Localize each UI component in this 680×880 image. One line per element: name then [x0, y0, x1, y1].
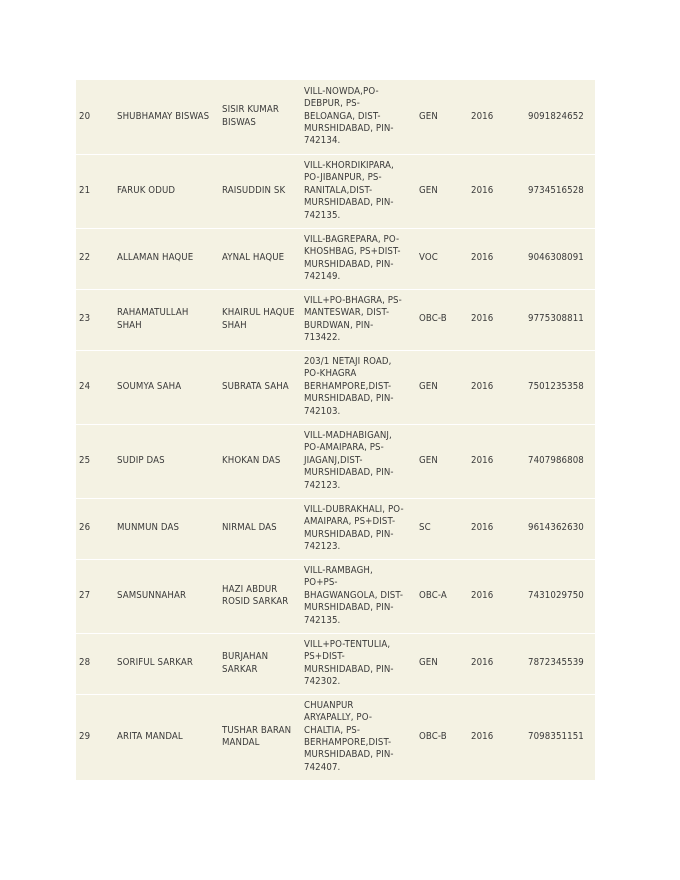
address-line: 742134.: [304, 135, 341, 147]
phone-number-cell: 7872345539: [525, 633, 595, 694]
address-line: BERHAMPORE,DIST-: [304, 380, 392, 392]
year-cell: 2016: [468, 350, 525, 424]
year-cell: 2016: [468, 498, 525, 559]
year-cell: 2016: [468, 694, 525, 780]
address-line: MURSHIDABAD, PIN-: [304, 393, 394, 405]
serial-number-cell: 27: [76, 559, 114, 633]
father-name-cell: NIRMAL DAS: [219, 498, 301, 559]
address-line: BHAGWANGOLA, DIST-: [304, 589, 404, 601]
year-cell: 2016: [468, 228, 525, 289]
address-cell: [301, 633, 416, 694]
serial-number-cell: 28: [76, 633, 114, 694]
address-line: 742407.: [304, 761, 341, 773]
address-line: BELOANGA, DIST-: [304, 110, 381, 122]
address-line: VILL+PO-TENTULIA,: [304, 638, 391, 650]
student-name-cell: MUNMUN DAS: [114, 498, 219, 559]
category-cell: OBC-B: [416, 289, 468, 350]
address-line: CHUANPUR: [304, 699, 354, 711]
category-cell: GEN: [416, 350, 468, 424]
address-cell: [301, 498, 416, 559]
table-row: [76, 228, 595, 289]
address-line: VILL-DUBRAKHALI, PO-: [304, 503, 404, 515]
serial-number-cell: 29: [76, 694, 114, 780]
father-name-cell: SISIR KUMAR BISWAS: [219, 80, 301, 154]
father-name-cell: RAISUDDIN SK: [219, 154, 301, 228]
address-line: PS+DIST-: [304, 651, 345, 663]
address-line: RANITALA,DIST-: [304, 184, 373, 196]
address-line: 203/1 NETAJI ROAD,: [304, 355, 392, 367]
address-line: 742149.: [304, 270, 341, 282]
address-line: 742103.: [304, 405, 341, 417]
student-name-cell: SHUBHAMAY BISWAS: [114, 80, 219, 154]
address-cell: [301, 228, 416, 289]
address-line: PO-AMAIPARA, PS-: [304, 442, 384, 454]
table-row: [76, 154, 595, 228]
table-row: [76, 633, 595, 694]
father-name-cell: KHOKAN DAS: [219, 424, 301, 498]
address-line: VILL-BAGREPARA, PO-: [304, 233, 400, 245]
phone-number-cell: 7431029750: [525, 559, 595, 633]
year-cell: 2016: [468, 559, 525, 633]
address-cell: [301, 424, 416, 498]
phone-number-cell: 9614362630: [525, 498, 595, 559]
address-line: MURSHIDABAD, PIN-: [304, 749, 394, 761]
phone-number-cell: 9091824652: [525, 80, 595, 154]
address-line: MANTESWAR, DIST-: [304, 307, 390, 319]
address-cell: [301, 559, 416, 633]
student-name-cell: SOUMYA SAHA: [114, 350, 219, 424]
address-cell: [301, 694, 416, 780]
serial-number-cell: 22: [76, 228, 114, 289]
address-line: VILL-RAMBAGH,: [304, 564, 373, 576]
phone-number-cell: 9046308091: [525, 228, 595, 289]
student-name-cell: ALLAMAN HAQUE: [114, 228, 219, 289]
table-row: [76, 80, 595, 154]
address-line: ARYAPALLY, PO-: [304, 712, 373, 724]
address-line: VILL-NOWDA,PO-: [304, 85, 379, 97]
address-line: MURSHIDABAD, PIN-: [304, 663, 394, 675]
table-row: [76, 694, 595, 780]
address-line: CHALTIA, PS-: [304, 724, 361, 736]
address-line: AMAIPARA, PS+DIST-: [304, 516, 396, 528]
serial-number-cell: 26: [76, 498, 114, 559]
phone-number-cell: 9775308811: [525, 289, 595, 350]
address-line: 742123.: [304, 540, 341, 552]
category-cell: VOC: [416, 228, 468, 289]
father-name-cell: KHAIRUL HAQUE SHAH: [219, 289, 301, 350]
serial-number-cell: 25: [76, 424, 114, 498]
address-cell: [301, 350, 416, 424]
address-line: 742135.: [304, 614, 341, 626]
address-line: DEBPUR, PS-: [304, 98, 360, 110]
father-name-cell: SUBRATA SAHA: [219, 350, 301, 424]
table-row: [76, 498, 595, 559]
student-name-cell: ARITA MANDAL: [114, 694, 219, 780]
address-line: 742302.: [304, 675, 341, 687]
table-row: [76, 289, 595, 350]
student-name-cell: SAMSUNNAHAR: [114, 559, 219, 633]
address-line: PO+PS-: [304, 577, 338, 589]
father-name-cell: BURJAHAN SARKAR: [219, 633, 301, 694]
address-line: MURSHIDABAD, PIN-: [304, 197, 394, 209]
category-cell: GEN: [416, 424, 468, 498]
address-line: MURSHIDABAD, PIN-: [304, 467, 394, 479]
address-line: JIAGANJ,DIST-: [304, 454, 363, 466]
student-name-cell: SORIFUL SARKAR: [114, 633, 219, 694]
address-line: PO-KHAGRA: [304, 368, 357, 380]
category-cell: GEN: [416, 154, 468, 228]
serial-number-cell: 21: [76, 154, 114, 228]
serial-number-cell: 24: [76, 350, 114, 424]
phone-number-cell: 7098351151: [525, 694, 595, 780]
address-line: VILL-MADHABIGANJ,: [304, 429, 392, 441]
address-line: 713422.: [304, 331, 341, 343]
address-line: PO-JIBANPUR, PS-: [304, 172, 382, 184]
address-line: BURDWAN, PIN-: [304, 319, 374, 331]
year-cell: 2016: [468, 154, 525, 228]
category-cell: GEN: [416, 633, 468, 694]
address-line: 742123.: [304, 479, 341, 491]
address-line: VILL-KHORDIKIPARA,: [304, 159, 394, 171]
category-cell: OBC-B: [416, 694, 468, 780]
address-line: VILL+PO-BHAGRA, PS-: [304, 294, 402, 306]
phone-number-cell: 9734516528: [525, 154, 595, 228]
student-name-cell: SUDIP DAS: [114, 424, 219, 498]
student-name-cell: RAHAMATULLAH SHAH: [114, 289, 219, 350]
address-line: MURSHIDABAD, PIN-: [304, 258, 394, 270]
serial-number-cell: 23: [76, 289, 114, 350]
address-line: 742135.: [304, 209, 341, 221]
phone-number-cell: 7501235358: [525, 350, 595, 424]
table-row: [76, 350, 595, 424]
serial-number-cell: 20: [76, 80, 114, 154]
category-cell: SC: [416, 498, 468, 559]
father-name-cell: TUSHAR BARAN MANDAL: [219, 694, 301, 780]
records-table-body: [76, 80, 595, 780]
student-name-cell: FARUK ODUD: [114, 154, 219, 228]
address-line: MURSHIDABAD, PIN-: [304, 602, 394, 614]
address-line: KHOSHBAG, PS+DIST-: [304, 246, 401, 258]
father-name-cell: HAZI ABDUR ROSID SARKAR: [219, 559, 301, 633]
address-cell: [301, 154, 416, 228]
father-name-cell: AYNAL HAQUE: [219, 228, 301, 289]
address-cell: [301, 80, 416, 154]
table-row: [76, 559, 595, 633]
year-cell: 2016: [468, 80, 525, 154]
address-line: MURSHIDABAD, PIN-: [304, 528, 394, 540]
table-row: [76, 424, 595, 498]
category-cell: GEN: [416, 80, 468, 154]
address-line: MURSHIDABAD, PIN-: [304, 122, 394, 134]
year-cell: 2016: [468, 633, 525, 694]
records-table: [76, 80, 595, 781]
year-cell: 2016: [468, 289, 525, 350]
category-cell: OBC-A: [416, 559, 468, 633]
year-cell: 2016: [468, 424, 525, 498]
phone-number-cell: 7407986808: [525, 424, 595, 498]
address-line: BERHAMPORE,DIST-: [304, 737, 392, 748]
address-cell: [301, 289, 416, 350]
